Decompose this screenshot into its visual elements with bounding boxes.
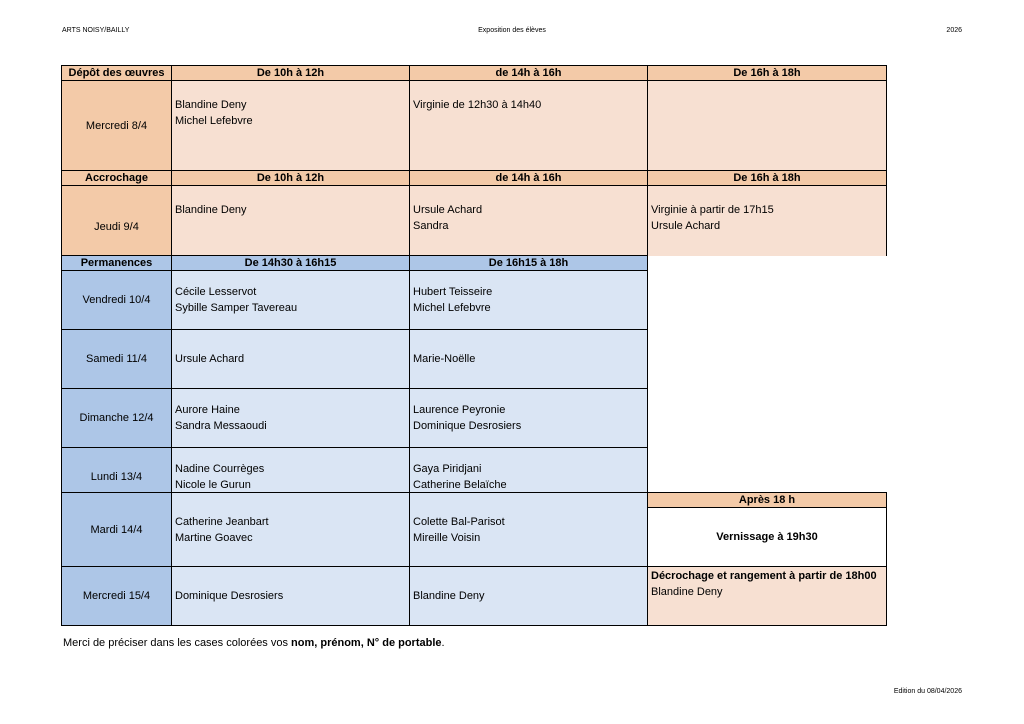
volunteer-name: Nicole le Gurun	[175, 479, 251, 491]
note-bold: nom, prénom, N° de portable	[291, 637, 442, 649]
day-cell: Mercredi 8/4	[62, 81, 172, 171]
decrochage-title: Décrochage et rangement à partir de 18h00	[651, 570, 877, 582]
volunteer-name: Dominique Desrosiers	[175, 590, 284, 602]
day-cell: Dimanche 12/4	[62, 389, 172, 448]
volunteer-name: Michel Lefebvre	[175, 115, 253, 127]
volunteer-cell[interactable]	[172, 330, 410, 389]
permanences-header-row	[62, 256, 887, 271]
volunteer-name: Mireille Voisin	[413, 531, 481, 544]
volunteer-cell[interactable]	[410, 330, 648, 389]
volunteer-name: Marie-Noëlle	[413, 353, 476, 365]
volunteer-name: Ursule Achard	[413, 204, 483, 216]
slot-header: de 14h à 16h	[410, 171, 648, 186]
volunteer-name: Laurence Peyronie	[413, 404, 506, 416]
depot-accrochage-table	[61, 65, 887, 269]
slot-header: de 14h à 16h	[410, 66, 648, 81]
permanences-label: Permanences	[62, 256, 172, 271]
volunteer-name: Sandra Messaoudi	[175, 420, 267, 432]
volunteer-cell[interactable]	[410, 567, 648, 626]
volunteer-cell[interactable]	[410, 81, 648, 171]
slot-header: De 16h à 18h	[648, 66, 887, 81]
slot-header: De 16h à 18h	[648, 171, 887, 186]
note-prefix: Merci de préciser dans les cases colorées vos	[63, 637, 292, 649]
volunteer-name: Aurore Haine	[175, 404, 240, 416]
volunteer-cell[interactable]	[172, 271, 410, 330]
document-title: Exposition des élèves	[478, 27, 546, 34]
day-cell: Mercredi 15/4	[62, 567, 172, 626]
note-suffix: .	[441, 637, 445, 649]
volunteer-name: Colette Bal-Parisot	[413, 515, 505, 528]
volunteer-name: Michel Lefebvre	[413, 302, 491, 314]
day-cell: Jeudi 9/4	[62, 186, 172, 269]
volunteer-name: Gaya Piridjani	[413, 463, 482, 475]
accrochage-header-row	[62, 171, 887, 186]
depot-header-row	[62, 66, 887, 81]
volunteer-name: Blandine Deny	[651, 586, 723, 598]
volunteer-name: Martine Goavec	[175, 531, 253, 544]
volunteer-cell[interactable]	[172, 81, 410, 171]
volunteer-name: Blandine Deny	[175, 99, 247, 111]
depot-label: Dépôt des œuvres	[62, 66, 172, 81]
day-cell: Lundi 13/4	[62, 448, 172, 507]
apres-18h-header: Après 18 h	[648, 493, 887, 508]
volunteer-name: Sandra	[413, 220, 449, 232]
slot-header: De 14h30 à 16h15	[172, 256, 410, 271]
volunteer-cell[interactable]	[172, 389, 410, 448]
edition-date: Edition du 08/04/2026	[893, 688, 962, 695]
volunteer-name: Dominique Desrosiers	[413, 420, 522, 432]
slot-header: De 10h à 12h	[172, 66, 410, 81]
blank-area	[648, 256, 887, 507]
volunteer-cell-empty[interactable]	[648, 81, 887, 171]
slot-header: De 10h à 12h	[172, 171, 410, 186]
volunteer-cell[interactable]	[410, 389, 648, 448]
permanence-row	[62, 567, 887, 626]
volunteer-name: Sybille Samper Tavereau	[175, 302, 298, 314]
volunteer-name: Ursule Achard	[175, 353, 245, 365]
volunteer-name: Ursule Achard	[651, 220, 721, 232]
instruction-note	[63, 637, 445, 649]
day-cell: Vendredi 10/4	[62, 271, 172, 330]
volunteer-name: Blandine Deny	[175, 204, 247, 216]
depot-row	[62, 81, 887, 171]
day-cell: Samedi 11/4	[62, 330, 172, 389]
volunteer-cell[interactable]	[410, 493, 648, 567]
volunteer-name: Hubert Teisseire	[413, 286, 493, 298]
permanences-table	[61, 255, 887, 507]
volunteer-cell[interactable]	[172, 567, 410, 626]
volunteer-cell[interactable]	[410, 271, 648, 330]
vernissage-cell: Vernissage à 19h30	[648, 508, 887, 567]
permanences-table-continued	[61, 492, 887, 626]
slot-header: De 16h15 à 18h	[410, 256, 648, 271]
decrochage-cell[interactable]	[648, 567, 887, 626]
org-name: ARTS NOISY/BAILLY	[62, 27, 130, 34]
volunteer-name: Blandine Deny	[413, 590, 485, 602]
volunteer-cell[interactable]	[172, 493, 410, 567]
volunteer-name: Nadine Courrèges	[175, 463, 265, 475]
apres-header-row	[62, 493, 887, 508]
volunteer-name: Catherine Belaïche	[413, 479, 507, 491]
accrochage-label: Accrochage	[62, 171, 172, 186]
volunteer-name: Virginie à partir de 17h15	[651, 204, 774, 216]
volunteer-name: Cécile Lesservot	[175, 286, 257, 298]
document-year: 2026	[946, 27, 962, 34]
day-cell: Mardi 14/4	[62, 493, 172, 567]
volunteer-name: Catherine Jeanbart	[175, 515, 269, 528]
volunteer-name: Virginie de 12h30 à 14h40	[413, 99, 542, 111]
